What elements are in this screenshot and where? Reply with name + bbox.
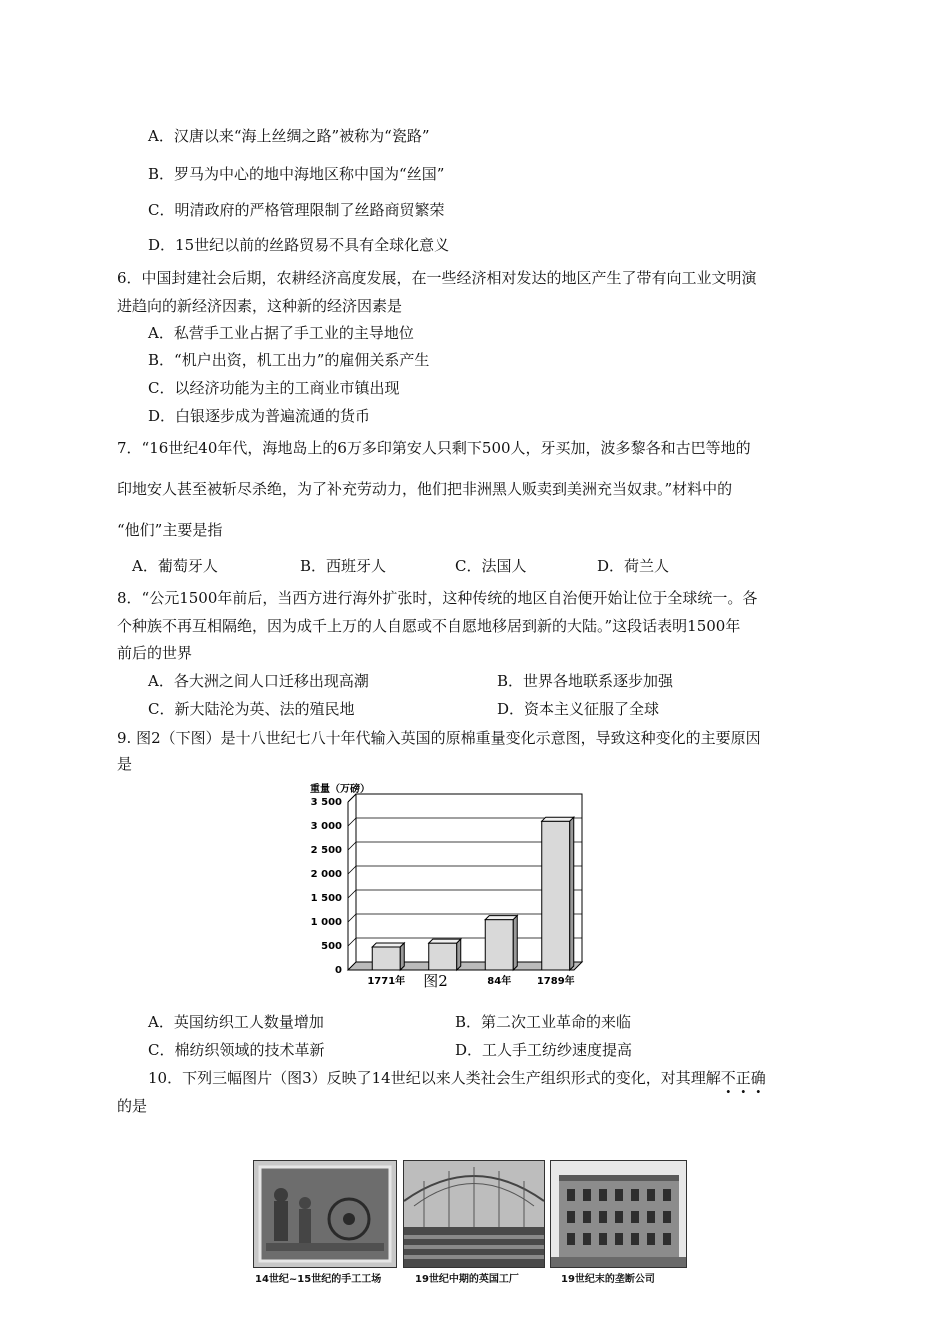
q5-option-a: A．汉唐以来“海上丝绸之路”被称为“瓷路”	[148, 127, 430, 145]
chart-bar-side	[570, 817, 574, 970]
chart-y-tick-label: 1 500	[310, 893, 342, 904]
q5-option-d: D．15世纪以前的丝路贸易不具有全球化意义	[148, 236, 450, 254]
q8-option-a: A．各大洲之间人口迁移出现高潮	[148, 672, 369, 690]
q6-option-b: B．“机户出资，机工出力”的雇佣关系产生	[148, 351, 430, 369]
chart-bar	[372, 947, 400, 970]
q9-option-d: D．工人手工纺纱速度提高	[455, 1041, 633, 1059]
chart-bar-top	[485, 916, 517, 920]
q7-option-a: A．葡萄牙人	[132, 557, 218, 575]
chart-bar	[542, 821, 570, 970]
q6-stem-line2: 进趋向的新经济因素，这种新的经济因素是	[117, 297, 403, 315]
q7-stem-line3: “他们”主要是指	[117, 521, 223, 539]
corporation-building-photo	[550, 1160, 687, 1268]
emphasis-char: 确	[750, 1069, 766, 1087]
q9-option-b: B．第二次工业革命的来临	[455, 1013, 632, 1031]
chart-bar-side	[400, 943, 404, 970]
q10-stem-line2: 的是	[117, 1097, 148, 1115]
factory-hall-icon	[404, 1161, 544, 1267]
chart-gridline-depth	[348, 866, 356, 874]
chart-bar-top	[372, 943, 404, 947]
q7-option-c: C．法国人	[455, 557, 527, 575]
workshop-illustration-icon	[254, 1161, 396, 1267]
q10-stem-line1	[148, 1068, 766, 1088]
q7-stem-line1: 7．“16世纪40年代，海地岛上的6万多印第安人只剩下500人，牙买加，波多黎各和古巴等地的	[117, 439, 751, 457]
caption-factory: 19世纪中期的英国工厂	[415, 1274, 519, 1285]
q8-stem-line3: 前后的世界	[117, 644, 193, 662]
chart-bar	[429, 943, 457, 970]
figure-3-photos	[253, 1160, 687, 1288]
chart-bar-top	[542, 817, 574, 821]
chart-gridline-depth	[348, 818, 356, 826]
q8-option-d: D．资本主义征服了全球	[497, 700, 660, 718]
chart-bar-side	[513, 916, 517, 970]
q6-option-d: D．白银逐步成为普遍流通的货币	[148, 407, 371, 425]
q9-option-a: A．英国纺织工人数量增加	[148, 1013, 324, 1031]
q7-option-d: D．荷兰人	[597, 557, 670, 575]
chart-bar-top	[429, 939, 461, 943]
factory-photo	[403, 1160, 545, 1268]
chart-bar	[485, 920, 513, 970]
chart-y-axis-top	[348, 794, 356, 802]
caption-corporation: 19世纪末的垄断公司	[561, 1274, 655, 1285]
q10-emphasis-text	[721, 1069, 766, 1087]
chart-gridline-depth	[348, 914, 356, 922]
q5-option-c: C．明清政府的严格管理限制了丝路商贸繁荣	[148, 201, 445, 219]
chart-y-tick-label: 3 000	[310, 821, 342, 832]
q8-option-b: B．世界各地联系逐步加强	[497, 672, 674, 690]
q7-option-b: B．西班牙人	[300, 557, 387, 575]
chart-y-tick-label: 0	[335, 965, 342, 976]
chart-bar-side	[457, 939, 461, 970]
q7-stem-line2: 印地安人甚至被斩尽杀绝，为了补充劳动力，他们把非洲黑人贩卖到美洲充当奴隶。”材料中的	[117, 480, 733, 498]
q9-option-c: C．棉纺织领域的技术革新	[148, 1041, 325, 1059]
chart-y-tick-label: 2 500	[310, 845, 342, 856]
chart-gridline-depth	[348, 890, 356, 898]
q6-option-a: A．私营手工业占据了手工业的主导地位	[148, 324, 414, 342]
chart-y-tick-label: 2 000	[310, 869, 342, 880]
caption-workshop: 14世纪~15世纪的手工工场	[255, 1274, 382, 1285]
chart-caption: 图2	[423, 972, 448, 990]
emphasis-char: 正	[735, 1069, 751, 1087]
q6-stem-line1: 6．中国封建社会后期，农耕经济高度发展，在一些经济相对发达的地区产生了带有向工业文明演	[117, 269, 757, 287]
emphasis-char: 不	[720, 1069, 736, 1087]
q8-stem-line2: 个种族不再互相隔绝，因为成千上万的人自愿或不自愿地移居到新的大陆。”这段话表明1500年	[117, 617, 741, 635]
chart-y-tick-label: 3 500	[310, 797, 342, 808]
q9-stem-line2: 是	[117, 755, 133, 773]
office-building-icon	[551, 1161, 686, 1267]
chart-x-tick-label: 1771年	[367, 976, 406, 987]
q8-option-c: C．新大陆沦为英、法的殖民地	[148, 700, 355, 718]
chart-x-tick-label: 1789年	[536, 976, 575, 987]
chart-x-tick-label: 84年	[487, 976, 512, 987]
chart-y-label: 重量（万磅）	[310, 784, 370, 795]
chart-gridline-depth	[348, 938, 356, 946]
chart-y-tick-label: 500	[321, 941, 342, 952]
cotton-import-bar-chart	[300, 780, 600, 990]
q9-stem-line1: 9. 图2（下图）是十八世纪七八十年代输入英国的原棉重量变化示意图，导致这种变化的主要原因	[117, 729, 761, 747]
q6-option-c: C．以经济功能为主的工商业市镇出现	[148, 379, 400, 397]
q5-option-b: B．罗马为中心的地中海地区称中国为“丝国”	[148, 165, 445, 183]
workshop-photo	[253, 1160, 397, 1268]
q8-stem-line1: 8．“公元1500年前后，当西方进行海外扩张时，这种传统的地区自治便开始让位于全球统一。各	[117, 589, 758, 607]
q10-stem-text: 10．下列三幅图片（图3）反映了14世纪以来人类社会生产组织形式的变化，对其理解	[148, 1069, 721, 1087]
chart-y-tick-label: 1 000	[310, 917, 342, 928]
chart-gridline-depth	[348, 842, 356, 850]
